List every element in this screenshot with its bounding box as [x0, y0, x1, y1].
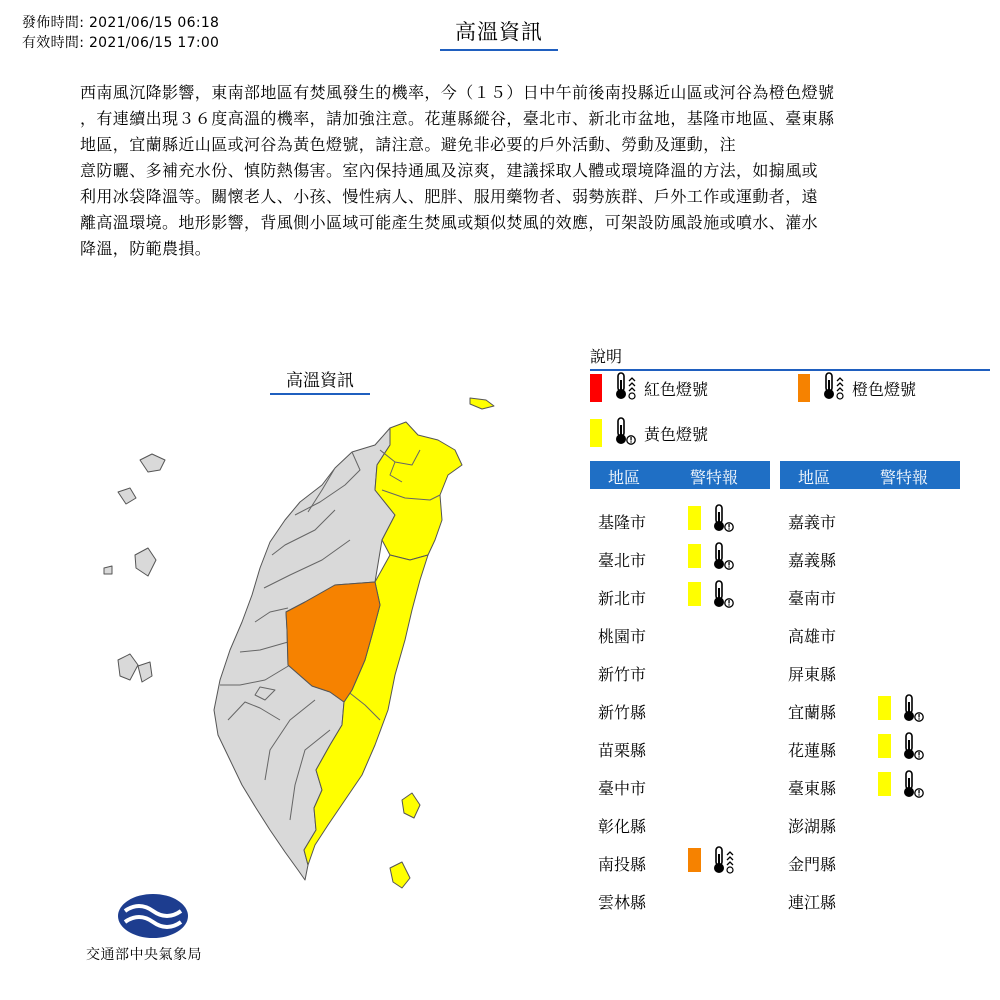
valid-time: 有效時間: 2021/06/15 17:00: [22, 35, 220, 51]
area-name: 新北市: [598, 589, 647, 608]
table-row: [780, 614, 960, 652]
area-list-right: [780, 500, 960, 918]
warning-level-swatch: [688, 544, 701, 568]
table-row: [780, 842, 960, 880]
table-row: [590, 500, 770, 538]
table-row: [780, 728, 960, 766]
table-row: [590, 614, 770, 652]
table-header-right: [780, 461, 960, 489]
warning-level-swatch: [878, 696, 891, 720]
area-name: 連江縣: [788, 893, 837, 912]
area-name: 苗栗縣: [598, 741, 647, 760]
area-name: 臺中市: [598, 779, 647, 798]
bulletin-line: 地區，宜蘭縣近山區或河谷為黃色燈號，請注意。避免非必要的戶外活動、勞動及運動，注: [80, 135, 737, 154]
table-row: [780, 880, 960, 918]
area-list-left: [590, 500, 770, 918]
table-row: [590, 842, 770, 880]
thermometer-warning-icon: [898, 731, 926, 765]
map-island-penghu: [104, 566, 112, 574]
legend-swatch-yellow: [590, 419, 602, 447]
taiwan-warning-map: [90, 390, 510, 900]
area-name: 新竹縣: [598, 703, 647, 722]
thermometer-high-icon: [818, 371, 846, 405]
table-row: [780, 500, 960, 538]
area-name: 嘉義市: [788, 513, 837, 532]
thermometer-warning-icon: [610, 416, 638, 450]
table-row: [780, 576, 960, 614]
warning-level-swatch: [878, 772, 891, 796]
col-header-warning: 警特報: [690, 468, 739, 487]
table-row: [780, 804, 960, 842]
table-row: [590, 576, 770, 614]
warning-level-swatch: [688, 848, 701, 872]
map-island-penghu: [135, 548, 156, 576]
bulletin-line: 降溫，防範農損。: [80, 239, 212, 258]
bulletin-line: 利用冰袋降溫等。關懷老人、小孩、慢性病人、肥胖、服用藥物者、弱勢族群、戶外工作或運動者，遠: [80, 187, 819, 206]
area-name: 桃園市: [598, 627, 647, 646]
bulletin-line: ，有連續出現３６度高溫的機率，請加強注意。花蓮縣縱谷，臺北市、新北市盆地，基隆市地區、臺東縣: [80, 109, 835, 128]
legend-label: 橙色燈號: [852, 379, 917, 399]
area-name: 臺北市: [598, 551, 647, 570]
area-name: 花蓮縣: [788, 741, 837, 760]
area-name: 雲林縣: [598, 893, 647, 912]
area-name: 宜蘭縣: [788, 703, 837, 722]
thermometer-high-icon: [610, 371, 638, 405]
map-island-kinmen: [118, 654, 138, 680]
legend-swatch-red: [590, 374, 602, 402]
legend-swatch-orange: [798, 374, 810, 402]
area-name: 金門縣: [788, 855, 837, 874]
legend-label: 黃色燈號: [644, 424, 709, 444]
area-name: 嘉義縣: [788, 551, 837, 570]
thermometer-high-icon: [708, 845, 736, 879]
col-header-area: 地區: [798, 468, 831, 487]
bulletin-line: 離高溫環境。地形影響，背風側小區域可能產生焚風或類似焚風的效應，可架設防風設施或噴水、灌水: [80, 213, 819, 232]
map-title: 高溫資訊: [270, 366, 370, 395]
legend-item-yellow: [590, 418, 708, 448]
legend-title: 說明: [590, 344, 990, 371]
warning-level-swatch: [688, 582, 701, 606]
area-name: 南投縣: [598, 855, 647, 874]
bulletin-text: [80, 80, 920, 262]
table-row: [590, 804, 770, 842]
table-row: [590, 766, 770, 804]
area-name: 基隆市: [598, 513, 647, 532]
area-name: 彰化縣: [598, 817, 647, 836]
thermometer-warning-icon: [898, 769, 926, 803]
area-name: 臺東縣: [788, 779, 837, 798]
map-island-orchid: [390, 862, 410, 888]
issued-time: 發佈時間: 2021/06/15 06:18: [22, 15, 220, 31]
thermometer-warning-icon: [708, 579, 736, 613]
thermometer-warning-icon: [708, 541, 736, 575]
map-island-kinmen: [138, 662, 152, 682]
agency-name: 交通部中央氣象局: [86, 947, 202, 963]
warning-level-swatch: [688, 506, 701, 530]
table-row: [780, 538, 960, 576]
table-row: [590, 652, 770, 690]
warning-level-swatch: [878, 734, 891, 758]
area-name: 新竹市: [598, 665, 647, 684]
cwb-logo: [117, 893, 189, 939]
area-name: 臺南市: [788, 589, 837, 608]
area-name: 澎湖縣: [788, 817, 837, 836]
col-header-warning: 警特報: [880, 468, 929, 487]
map-island-guishan: [470, 398, 494, 409]
area-name: 屏東縣: [788, 665, 837, 684]
area-name: 高雄市: [788, 627, 837, 646]
thermometer-warning-icon: [708, 503, 736, 537]
table-header-left: [590, 461, 770, 489]
map-island-penghu: [118, 488, 136, 504]
map-island-green: [402, 793, 420, 818]
table-row: [780, 690, 960, 728]
page-title: 高溫資訊: [440, 16, 558, 51]
table-row: [590, 690, 770, 728]
table-row: [590, 538, 770, 576]
table-row: [590, 880, 770, 918]
map-island-penghu: [140, 454, 165, 472]
legend-label: 紅色燈號: [644, 379, 709, 399]
table-row: [780, 766, 960, 804]
legend-item-red: [590, 373, 708, 403]
thermometer-warning-icon: [898, 693, 926, 727]
bulletin-line: 西南風沉降影響，東南部地區有焚風發生的機率，今（１５）日中午前後南投縣近山區或河谷為橙色燈號: [80, 83, 835, 102]
table-row: [780, 652, 960, 690]
col-header-area: 地區: [608, 468, 641, 487]
bulletin-line: 意防曬、多補充水份、慎防熱傷害。室內保持通風及涼爽，建議採取人體或環境降溫的方法，如搧風或: [80, 161, 819, 180]
legend-item-orange: [798, 373, 916, 403]
table-row: [590, 728, 770, 766]
